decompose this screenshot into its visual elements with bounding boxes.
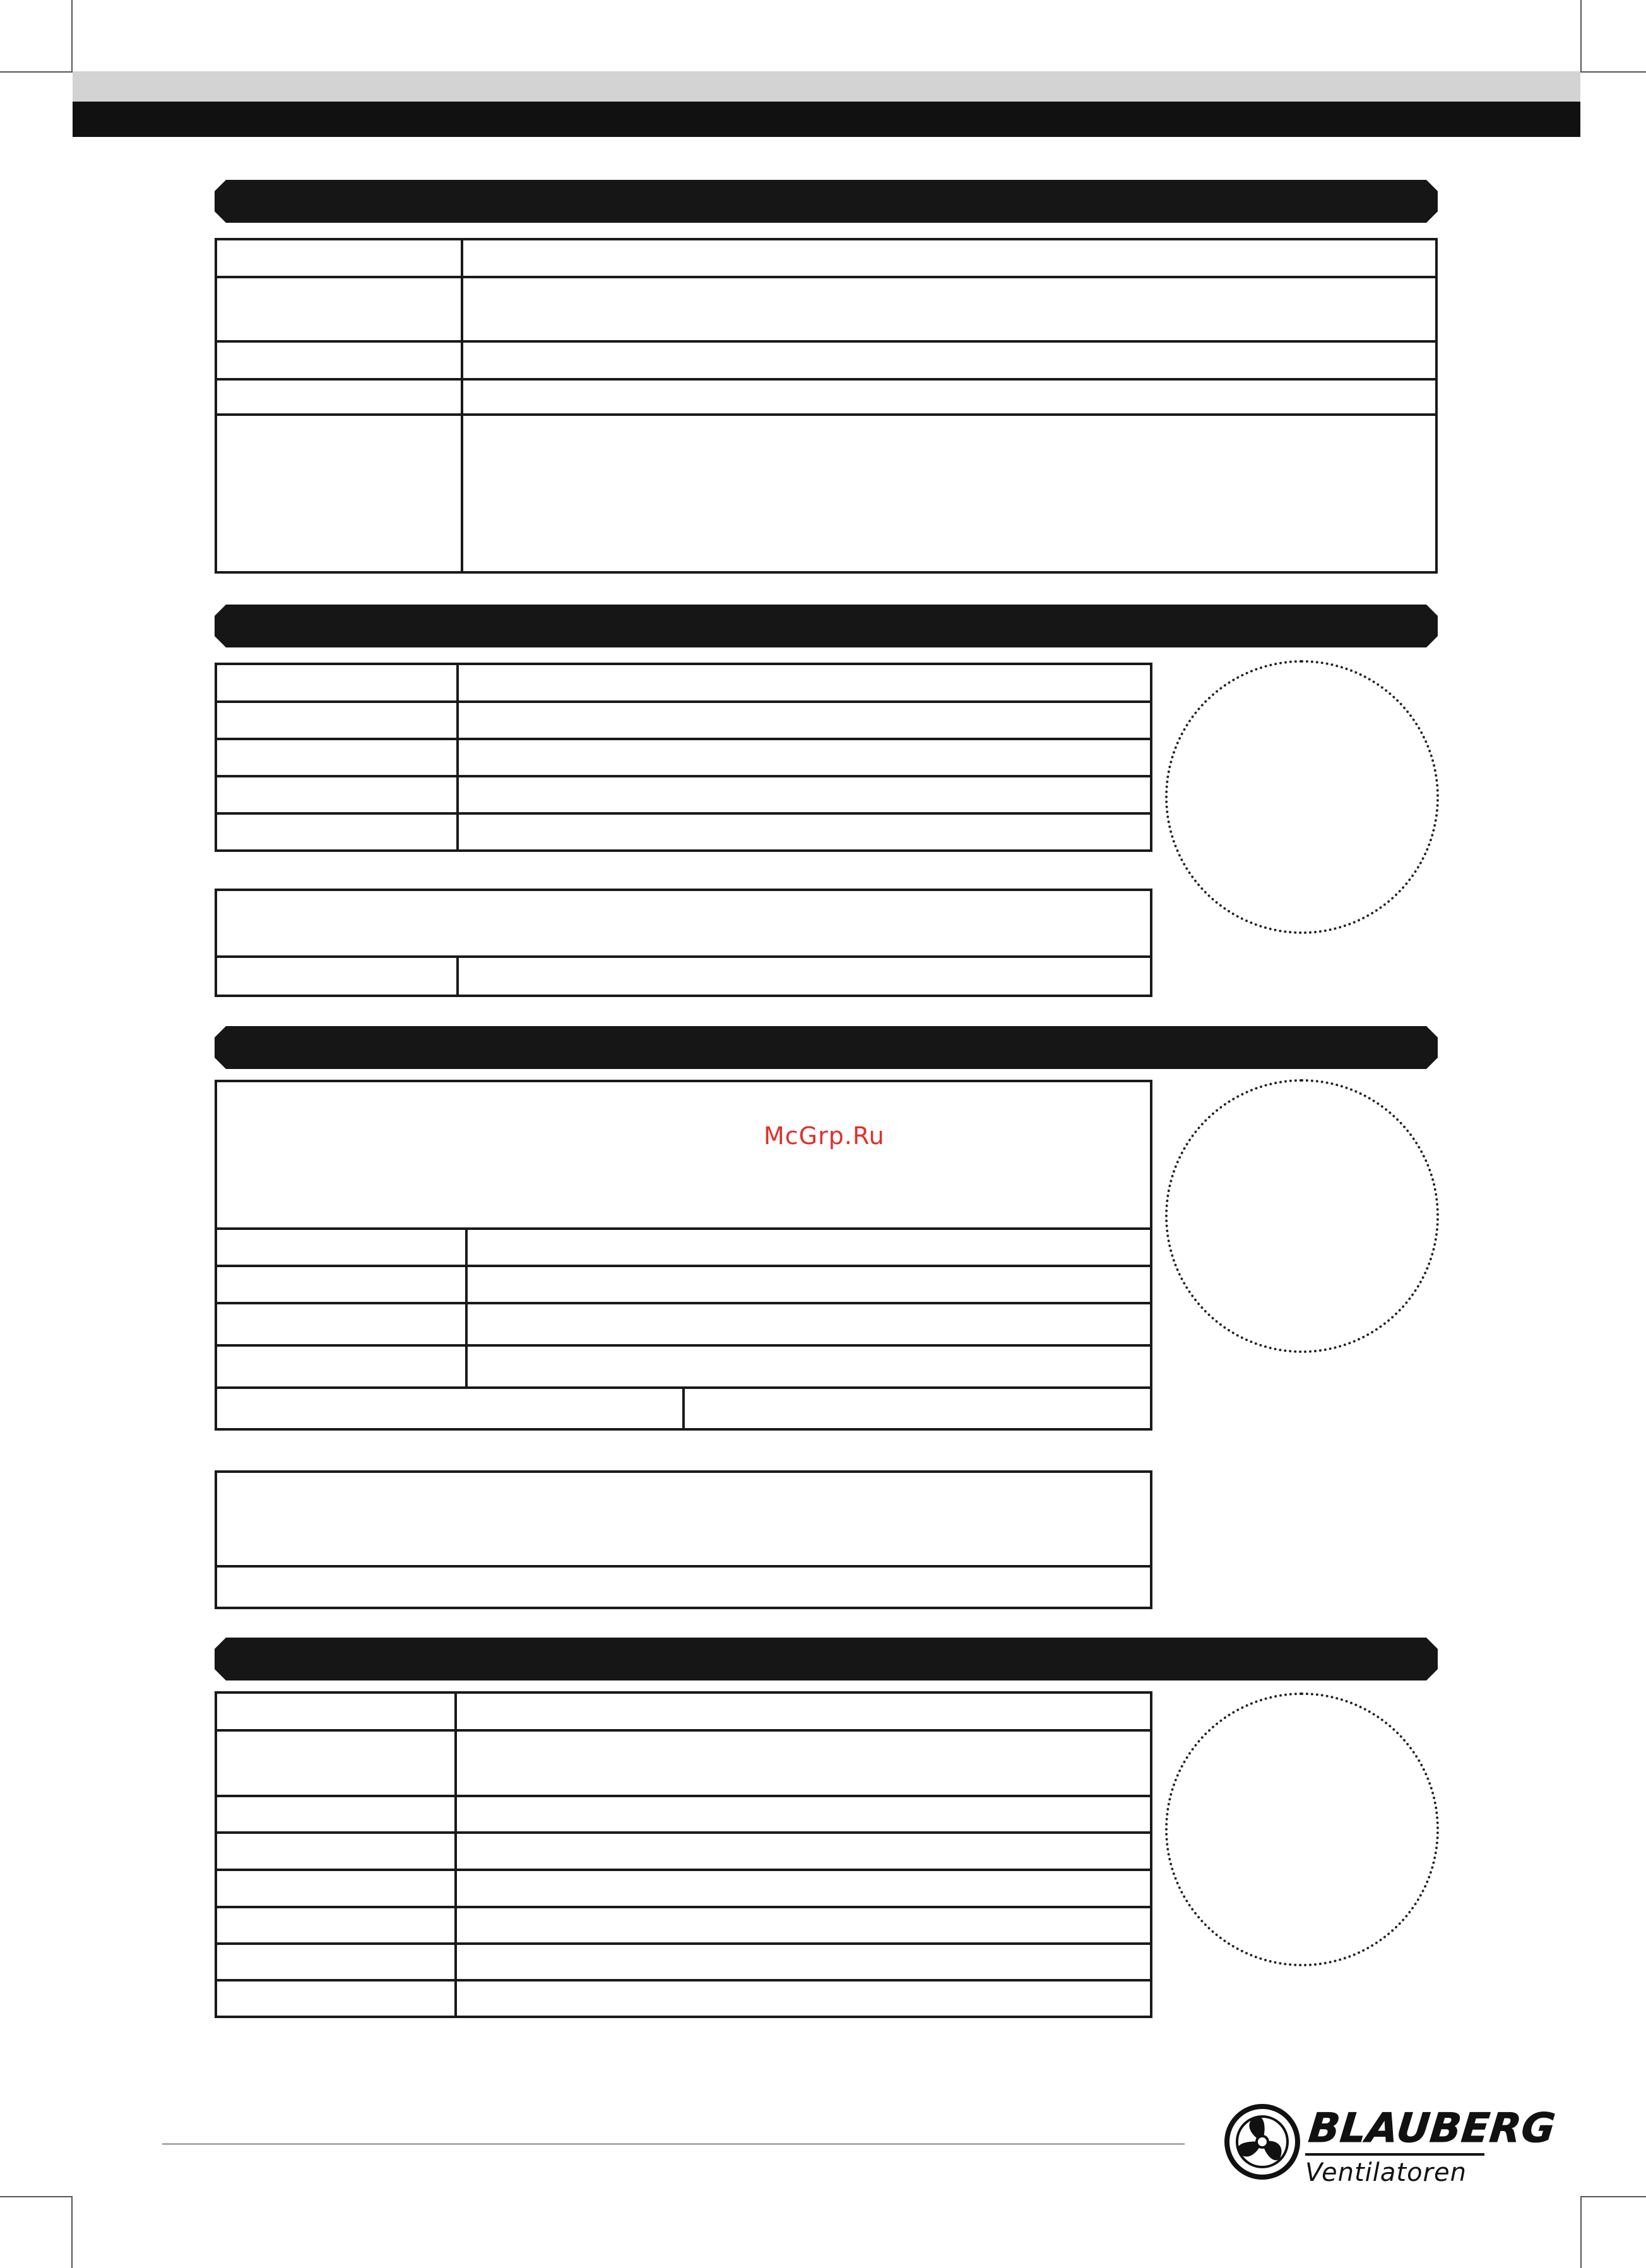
form-label-cell <box>216 1229 466 1266</box>
section-4-form <box>215 1691 1152 2018</box>
stamp-circle <box>1165 1079 1439 1353</box>
form-label-cell <box>216 957 458 996</box>
section-1-form <box>215 238 1438 574</box>
form-label-cell <box>216 1692 456 1730</box>
form-wide-field-cell[interactable] <box>216 1472 1151 1566</box>
form-label-cell <box>216 1345 466 1388</box>
form-label-cell <box>216 379 462 415</box>
form-field-cell[interactable] <box>458 702 1151 739</box>
header-band-grey <box>73 71 1580 102</box>
stamp-circle <box>1165 660 1439 934</box>
brand-name: BLAUBERG <box>1306 2105 1558 2152</box>
form-field-cell[interactable] <box>458 776 1151 813</box>
form-field-cell[interactable] <box>456 1833 1151 1870</box>
brand-logo <box>1223 2100 1558 2187</box>
form-field-cell[interactable] <box>466 1345 1151 1388</box>
brand-rule <box>1305 2153 1484 2156</box>
stamp-circle <box>1165 1692 1439 1966</box>
form-label-cell <box>216 1796 456 1833</box>
section-1-header-bar <box>215 180 1438 223</box>
crop-mark <box>1580 0 1582 71</box>
form-field-cell[interactable] <box>458 813 1151 851</box>
form-field-cell[interactable] <box>216 1566 1151 1608</box>
form-field-cell[interactable] <box>456 1907 1151 1944</box>
form-field-cell[interactable] <box>684 1388 1151 1429</box>
form-field-cell[interactable] <box>466 1229 1151 1266</box>
form-label-cell <box>216 739 458 776</box>
form-label-cell <box>216 1980 456 2017</box>
form-label-cell <box>216 415 462 572</box>
form-wide-field-cell[interactable] <box>216 1081 1151 1229</box>
header-band-black <box>73 102 1580 137</box>
footer-rule <box>162 2143 1185 2145</box>
form-label-cell <box>216 1303 466 1345</box>
crop-mark <box>1580 71 1646 73</box>
crop-mark <box>71 0 73 71</box>
form-field-cell[interactable] <box>456 1730 1151 1796</box>
form-field-cell[interactable] <box>462 239 1436 277</box>
form-field-cell[interactable] <box>458 664 1151 702</box>
form-label-cell <box>216 1907 456 1944</box>
form-field-cell[interactable] <box>462 415 1436 572</box>
form-label-cell <box>216 1266 466 1303</box>
form-field-cell[interactable] <box>462 379 1436 415</box>
fan-icon <box>1223 2103 1301 2181</box>
form-field-cell[interactable] <box>456 1980 1151 2017</box>
form-label-cell <box>216 702 458 739</box>
form-field-cell[interactable] <box>458 739 1151 776</box>
form-label-cell <box>216 664 458 702</box>
form-field-cell[interactable] <box>456 1870 1151 1907</box>
form-field-cell[interactable] <box>466 1266 1151 1303</box>
section-4-header-bar <box>215 1638 1438 1680</box>
crop-mark <box>0 2196 73 2197</box>
section-2-form <box>215 663 1152 852</box>
crop-mark <box>71 2196 73 2268</box>
form-label-cell <box>216 1730 456 1796</box>
watermark-text: McGrp.Ru <box>764 1122 885 1150</box>
form-wide-field-cell[interactable] <box>216 890 1151 957</box>
form-field-cell[interactable] <box>456 1692 1151 1730</box>
section-2-header-bar <box>215 605 1438 647</box>
form-label-cell <box>216 341 462 379</box>
form-label-cell <box>216 776 458 813</box>
crop-mark <box>1580 2196 1646 2197</box>
section-2-sub-form <box>215 889 1152 997</box>
form-field-cell[interactable] <box>462 277 1436 341</box>
form-label-cell <box>216 239 462 277</box>
crop-mark <box>0 71 73 73</box>
form-field-cell[interactable] <box>462 341 1436 379</box>
section-3-header-bar <box>215 1026 1438 1069</box>
form-label-cell <box>216 1833 456 1870</box>
section-3-form <box>215 1080 1152 1431</box>
form-label-cell <box>216 813 458 851</box>
form-label-cell <box>216 1944 456 1980</box>
form-field-cell[interactable] <box>458 957 1151 996</box>
section-3-sub-form <box>215 1470 1152 1609</box>
form-field-cell[interactable] <box>466 1303 1151 1345</box>
form-label-cell <box>216 1870 456 1907</box>
form-label-cell <box>216 277 462 341</box>
form-field-cell[interactable] <box>456 1796 1151 1833</box>
crop-mark <box>1580 2196 1582 2268</box>
brand-subtitle: Ventilatoren <box>1305 2158 1467 2187</box>
form-field-cell[interactable] <box>456 1944 1151 1980</box>
form-field-cell[interactable] <box>216 1388 684 1429</box>
